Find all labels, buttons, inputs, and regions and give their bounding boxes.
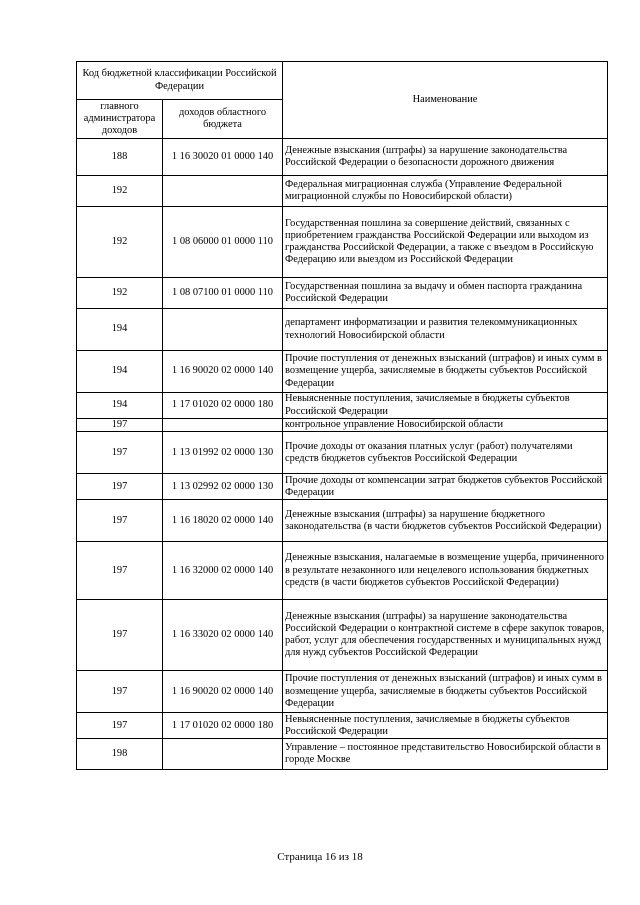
income-code-cell: 1 16 33020 02 0000 140 xyxy=(163,600,283,671)
name-cell: Денежные взыскания, налагаемые в возмещение ущерба, причиненного в результате незаконного или нецелевого использования бюджетных средств (в части бюджетов субъектов Российской Федерации) xyxy=(283,542,608,600)
admin-code-cell: 192 xyxy=(77,278,163,309)
table-row xyxy=(77,671,608,713)
income-code-cell: 1 16 32000 02 0000 140 xyxy=(163,542,283,600)
income-code-cell xyxy=(163,419,283,432)
admin-code-cell: 198 xyxy=(77,739,163,770)
table-header xyxy=(77,62,608,139)
table-body xyxy=(77,139,608,770)
table-row xyxy=(77,393,608,419)
budget-classification-table xyxy=(76,61,608,770)
income-code-cell xyxy=(163,176,283,207)
admin-code-cell: 194 xyxy=(77,309,163,351)
name-cell: контрольное управление Новосибирской области xyxy=(283,419,608,432)
admin-code-cell: 197 xyxy=(77,500,163,542)
income-code-cell: 1 17 01020 02 0000 180 xyxy=(163,713,283,739)
table-row xyxy=(77,542,608,600)
income-column-header: доходов областного бюджета xyxy=(163,100,283,139)
table-row xyxy=(77,500,608,542)
admin-code-cell: 197 xyxy=(77,419,163,432)
admin-code-cell: 197 xyxy=(77,542,163,600)
income-code-cell: 1 16 18020 02 0000 140 xyxy=(163,500,283,542)
table-row xyxy=(77,600,608,671)
table-row xyxy=(77,309,608,351)
page-number: Страница 16 из 18 xyxy=(277,851,363,863)
name-cell: Невыясненные поступления, зачисляемые в бюджеты субъектов Российской Федерации xyxy=(283,393,608,419)
name-cell: Государственная пошлина за выдачу и обмен паспорта гражданина Российской Федерации xyxy=(283,278,608,309)
name-cell: Прочие доходы от компенсации затрат бюджетов субъектов Российской Федерации xyxy=(283,474,608,500)
name-cell: Государственная пошлина за совершение действий, связанных с приобретением гражданства Российской Федерации или выходом из гражданства Российской Федерации, а также с въездом в Российскую Федерацию или выездом из Российской Федерации xyxy=(283,207,608,278)
code-group-header: Код бюджетной классификации Российской Федерации xyxy=(77,62,283,100)
income-code-cell xyxy=(163,309,283,351)
income-code-cell: 1 08 06000 01 0000 110 xyxy=(163,207,283,278)
name-cell: Денежные взыскания (штрафы) за нарушение бюджетного законодательства (в части бюджетов субъектов Российской Федерации) xyxy=(283,500,608,542)
name-cell: Управление – постоянное представительство Новосибирской области в городе Москве xyxy=(283,739,608,770)
name-cell: Невыясненные поступления, зачисляемые в бюджеты субъектов Российской Федерации xyxy=(283,713,608,739)
admin-code-cell: 197 xyxy=(77,432,163,474)
income-code-cell: 1 13 01992 02 0000 130 xyxy=(163,432,283,474)
table-row xyxy=(77,278,608,309)
admin-code-cell: 197 xyxy=(77,600,163,671)
admin-code-cell: 194 xyxy=(77,393,163,419)
name-column-header: Наименование xyxy=(283,62,608,139)
income-code-cell: 1 16 90020 02 0000 140 xyxy=(163,351,283,393)
income-code-cell: 1 17 01020 02 0000 180 xyxy=(163,393,283,419)
table-row xyxy=(77,739,608,770)
income-code-cell: 1 16 30020 01 0000 140 xyxy=(163,139,283,176)
admin-code-cell: 197 xyxy=(77,671,163,713)
admin-code-cell: 197 xyxy=(77,713,163,739)
income-code-cell: 1 08 07100 01 0000 110 xyxy=(163,278,283,309)
table-row xyxy=(77,474,608,500)
admin-code-cell: 194 xyxy=(77,351,163,393)
income-code-cell xyxy=(163,739,283,770)
table-row xyxy=(77,139,608,176)
table-row xyxy=(77,207,608,278)
name-cell: Прочие поступления от денежных взысканий (штрафов) и иных сумм в возмещение ущерба, зачисляемые в бюджеты субъектов Российской Федерации xyxy=(283,351,608,393)
name-cell: Денежные взыскания (штрафы) за нарушение законодательства Российской Федерации о безопасности дорожного движения xyxy=(283,139,608,176)
income-code-cell: 1 13 02992 02 0000 130 xyxy=(163,474,283,500)
table-row xyxy=(77,432,608,474)
name-cell: Прочие доходы от оказания платных услуг (работ) получателями средств бюджетов субъектов Российской Федерации xyxy=(283,432,608,474)
table-row xyxy=(77,351,608,393)
name-cell: Федеральная миграционная служба (Управление Федеральной миграционной службы по Новосибирской области) xyxy=(283,176,608,207)
table-row xyxy=(77,713,608,739)
name-cell: департамент информатизации и развития телекоммуникационных технологий Новосибирской области xyxy=(283,309,608,351)
name-cell: Прочие поступления от денежных взысканий (штрафов) и иных сумм в возмещение ущерба, зачисляемые в бюджеты субъектов Российской Федерации xyxy=(283,671,608,713)
admin-code-cell: 197 xyxy=(77,474,163,500)
income-code-cell: 1 16 90020 02 0000 140 xyxy=(163,671,283,713)
table-row xyxy=(77,176,608,207)
name-cell: Денежные взыскания (штрафы) за нарушение законодательства Российской Федерации о контрактной системе в сфере закупок товаров, работ, услуг для обеспечения государственных и муниципальных нужд для нужд субъектов Российской Федерации xyxy=(283,600,608,671)
admin-code-cell: 188 xyxy=(77,139,163,176)
table-row xyxy=(77,419,608,432)
admin-code-cell: 192 xyxy=(77,207,163,278)
admin-column-header: главного администратора доходов xyxy=(77,100,163,139)
admin-code-cell: 192 xyxy=(77,176,163,207)
